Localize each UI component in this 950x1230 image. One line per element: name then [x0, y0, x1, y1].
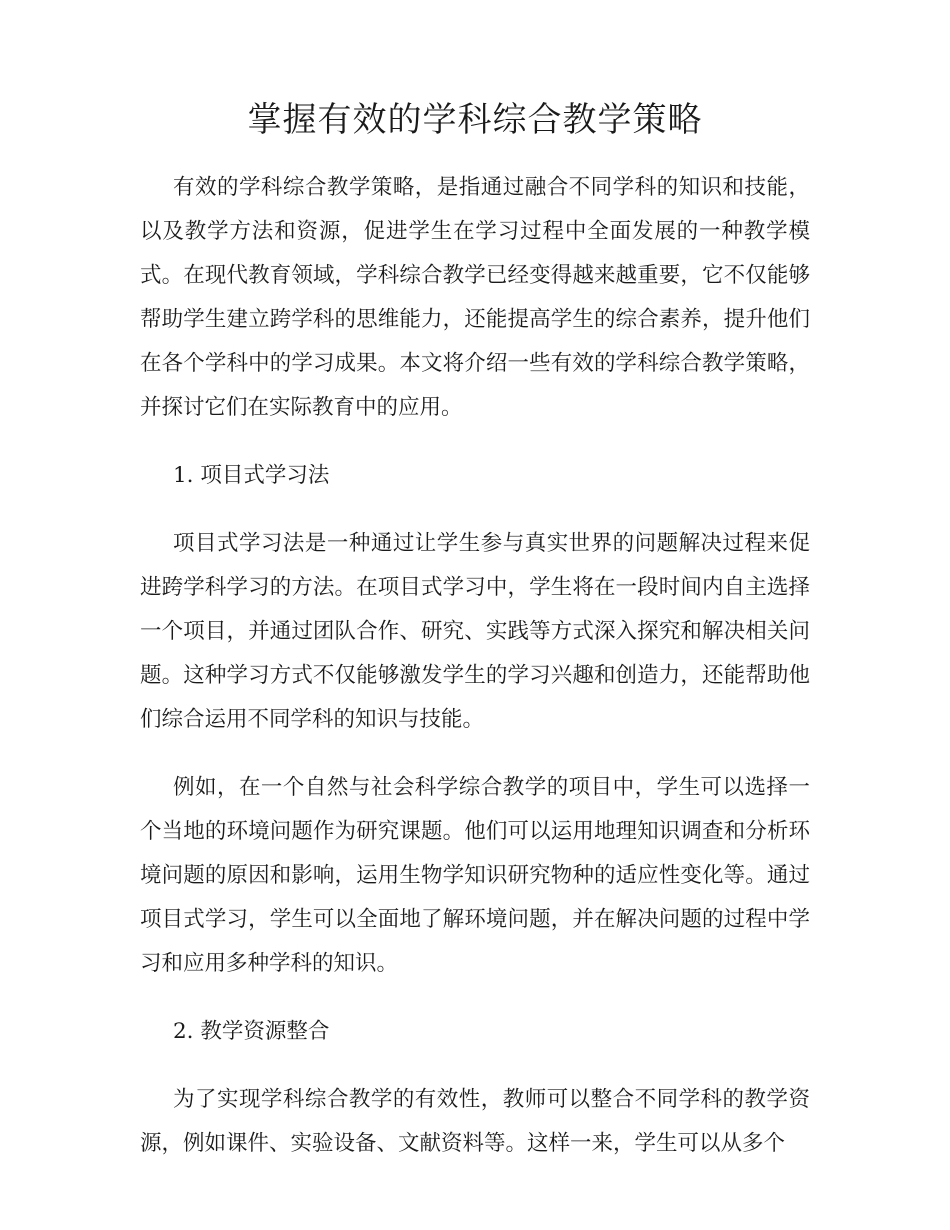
- intro-paragraph: 有效的学科综合教学策略，是指通过融合不同学科的知识和技能，以及教学方法和资源，促进学生在学习过程中全面发展的一种教学模式。在现代教育领域，学科综合教学已经变得越来越重要，它不仅能够帮助学生建立跨学科的思维能力，还能提高学生的综合素养，提升他们在各个学科中的学习成果。本文将介绍一些有效的学科综合教学策略，并探讨它们在实际教育中的应用。: [140, 175, 810, 420]
- section1-paragraph-2: 例如，在一个自然与社会科学综合教学的项目中，学生可以选择一个当地的环境问题作为研究课题。他们可以运用地理知识调查和分析环境问题的原因和影响，运用生物学知识研究物种的适应性变化等。通过项目式学习，学生可以全面地了解环境问题，并在解决问题的过程中学习和应用多种学科的知识。: [140, 775, 810, 976]
- document-title: 掌握有效的学科综合教学策略: [247, 100, 703, 140]
- section1-paragraph-1: 项目式学习法是一种通过让学生参与真实世界的问题解决过程来促进跨学科学习的方法。在项目式学习中，学生将在一段时间内自主选择一个项目，并通过团队合作、研究、实践等方式深入探究和解决相关问题。这种学习方式不仅能够激发学生的学习兴趣和创造力，还能帮助他们综合运用不同学科的知识与技能。: [140, 531, 810, 732]
- document-body: [140, 166, 810, 1190]
- section-heading-project-learning: 1. 项目式学习法: [173, 463, 330, 488]
- section2-paragraph-1: 为了实现学科综合教学的有效性，教师可以整合不同学科的教学资源，例如课件、实验设备、文献资料等。这样一来，学生可以从多个: [140, 1087, 810, 1156]
- section-heading-resource-integration: 2. 教学资源整合: [173, 1019, 330, 1044]
